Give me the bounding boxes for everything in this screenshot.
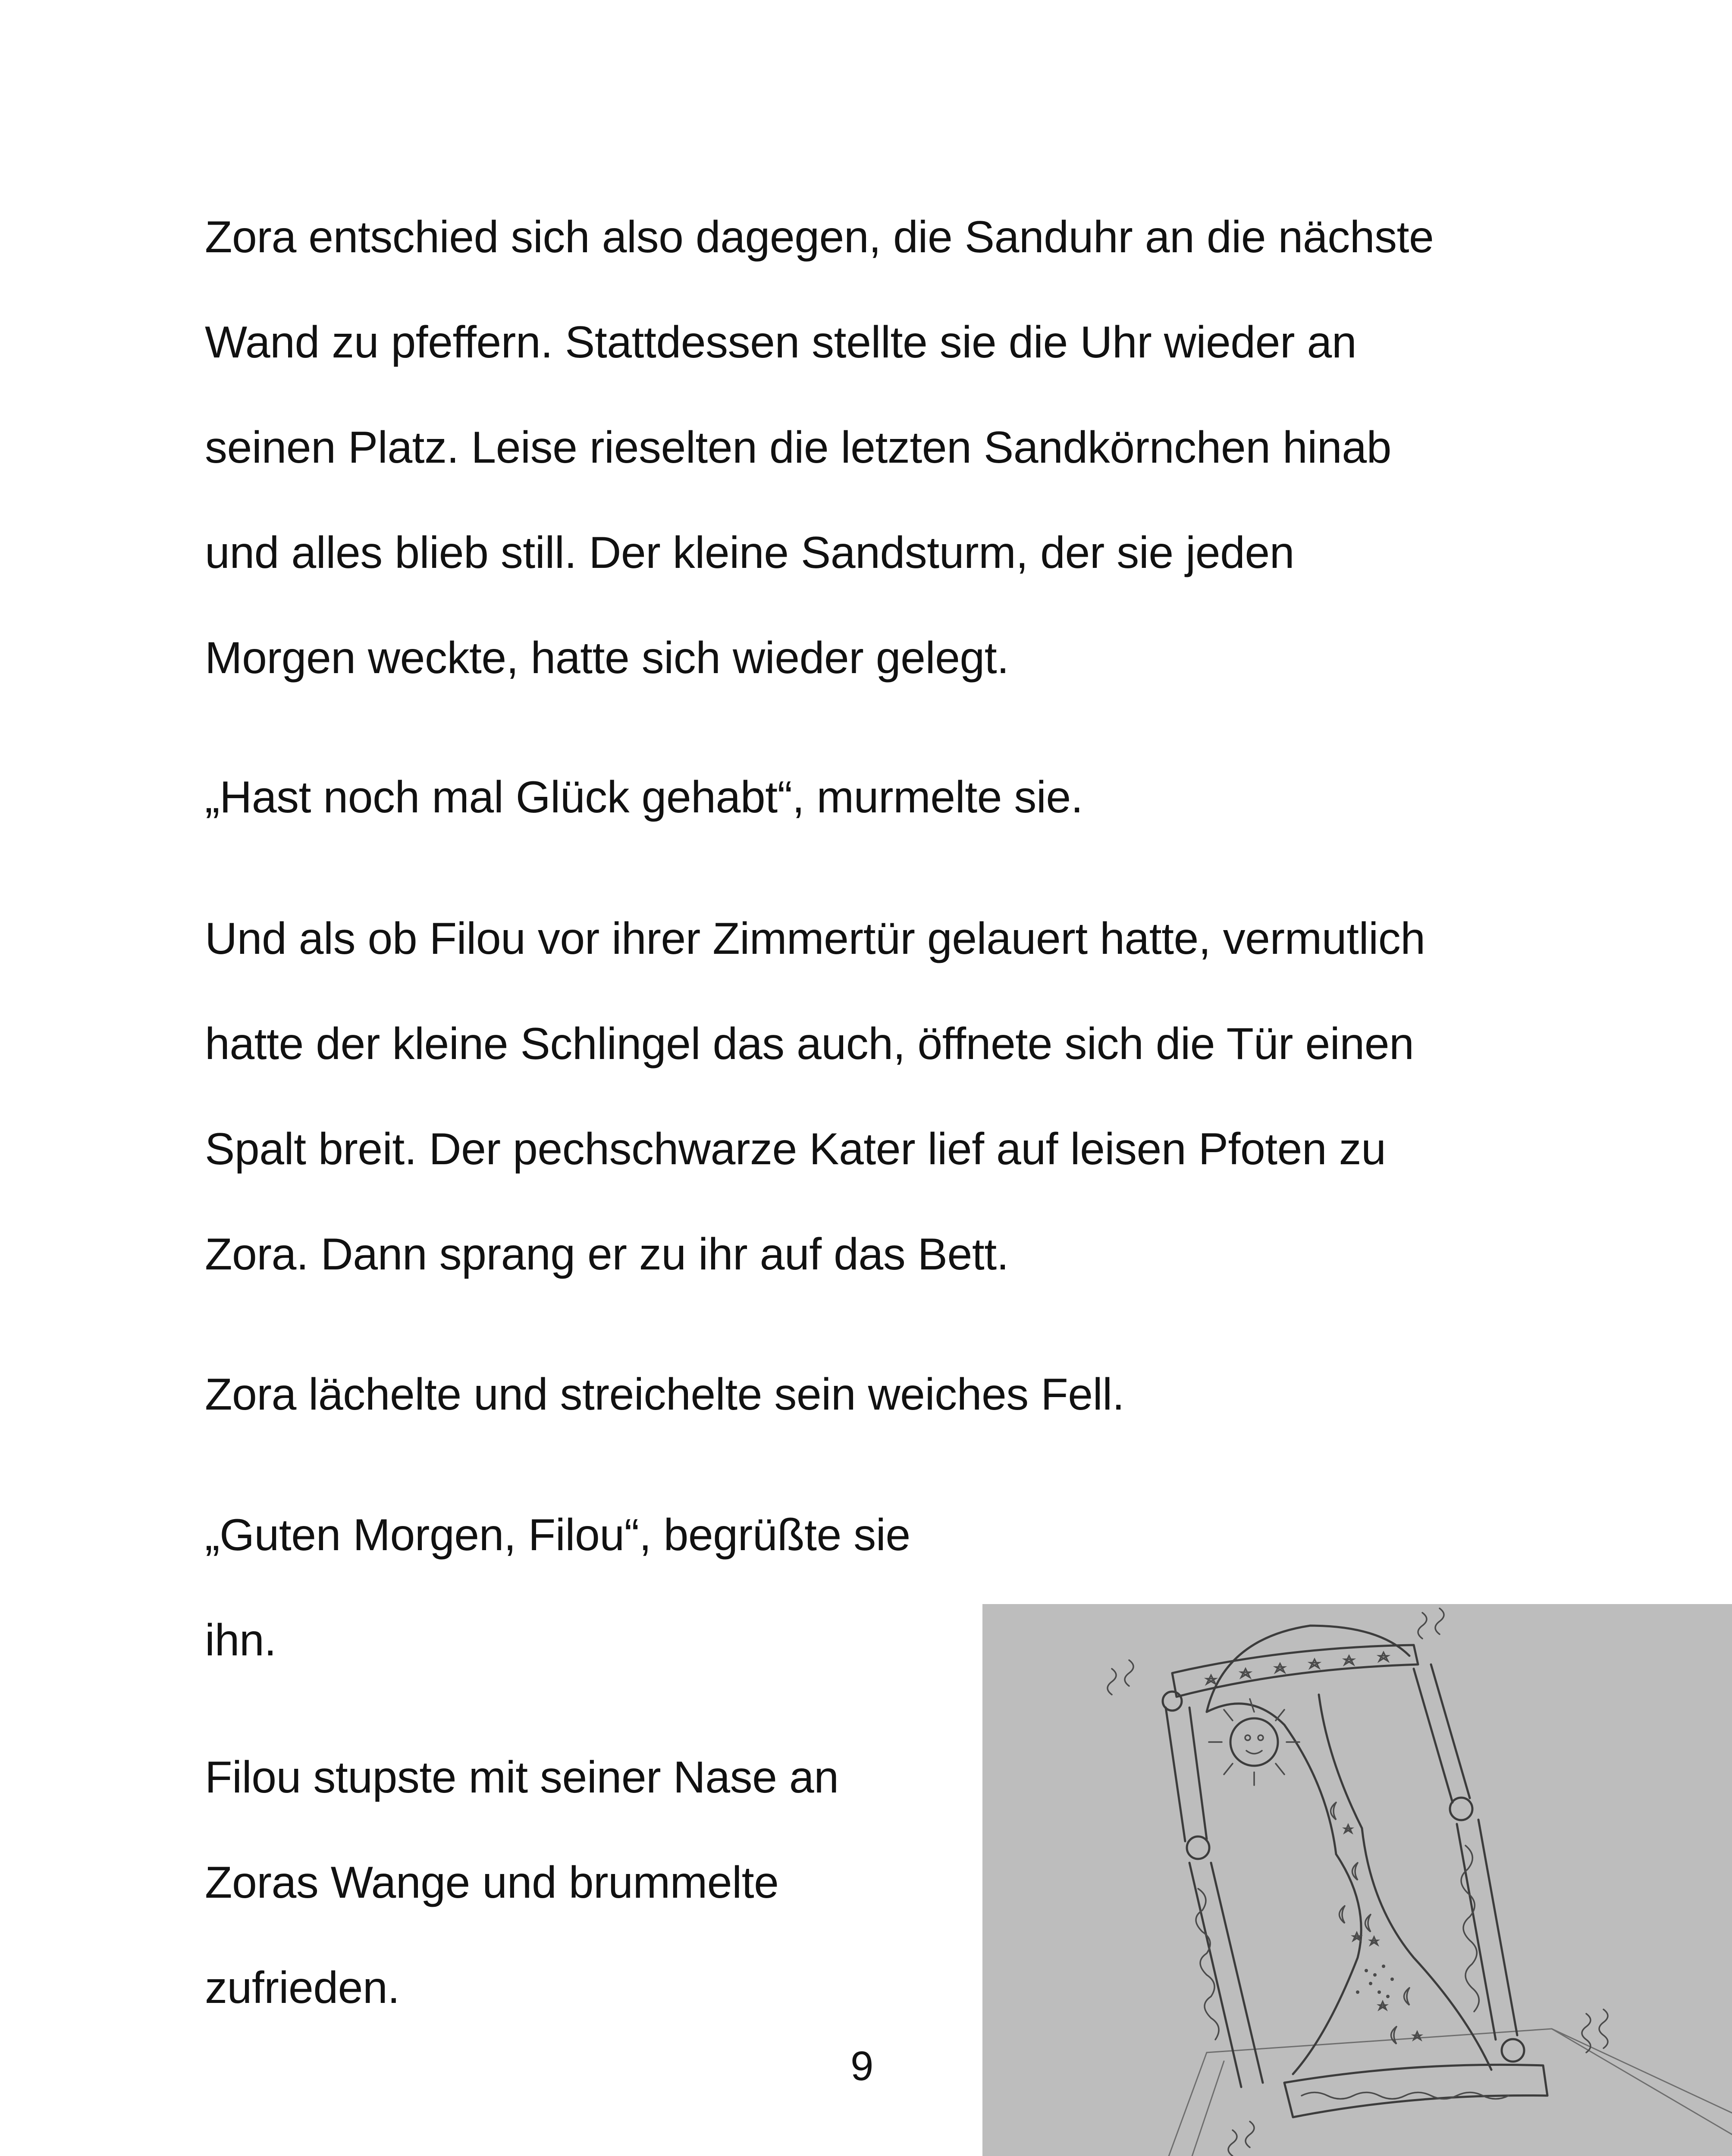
hourglass-sketch-icon: [982, 1604, 1732, 2156]
text-line: Morgen weckte, hatte sich wieder gelegt.: [205, 633, 1009, 683]
text-line: „Guten Morgen, Filou“, begrüßte sie: [205, 1510, 910, 1560]
text-line: seinen Platz. Leise rieselten die letzten Sandkörnchen hinab: [205, 423, 1391, 473]
text-line: Zoras Wange und brummelte: [205, 1858, 779, 1908]
text-line: Zora. Dann sprang er zu ihr auf das Bett.: [205, 1229, 1009, 1279]
text-line: ihn.: [205, 1615, 276, 1665]
text-line: Filou stupste mit seiner Nase an: [205, 1752, 839, 1802]
text-line: Zora entschied sich also dagegen, die Sanduhr an die nächste: [205, 212, 1434, 262]
text-line: Und als ob Filou vor ihrer Zimmertür gelauert hatte, vermutlich: [205, 914, 1425, 964]
text-line: Zora lächelte und streichelte sein weiches Fell.: [205, 1369, 1125, 1420]
text-line: hatte der kleine Schlingel das auch, öffnete sich die Tür einen: [205, 1019, 1414, 1069]
text-line: Spalt breit. Der pechschwarze Kater lief auf leisen Pfoten zu: [205, 1124, 1386, 1174]
text-line: zufrieden.: [205, 1963, 400, 2013]
text-line: „Hast noch mal Glück gehabt“, murmelte sie.: [205, 772, 1083, 822]
text-line: und alles blieb still. Der kleine Sandsturm, der sie jeden: [205, 528, 1295, 578]
text-line: Wand zu pfeffern. Stattdessen stellte sie die Uhr wieder an: [205, 317, 1357, 367]
page-number: 9: [850, 2043, 874, 2089]
